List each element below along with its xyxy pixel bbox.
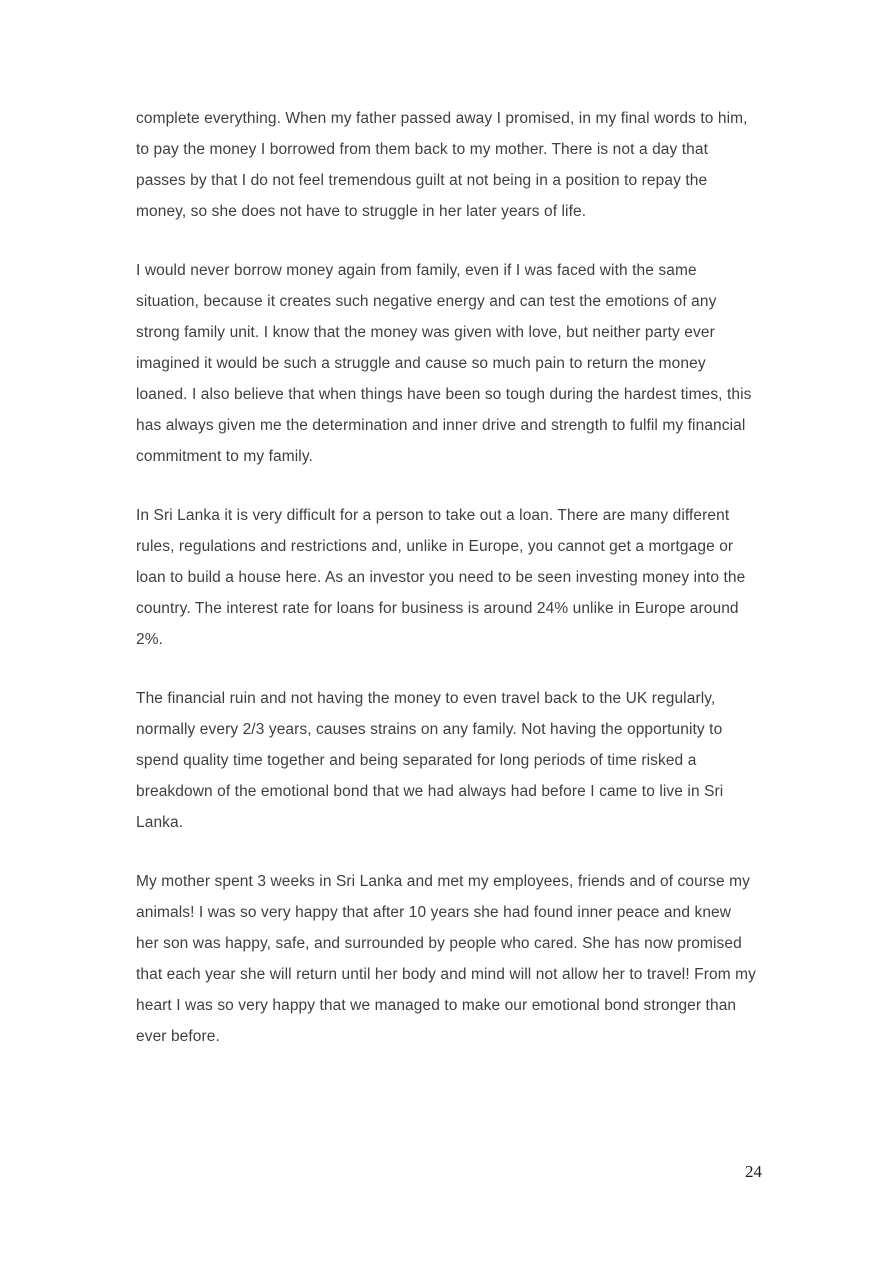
page-body-text [136, 103, 758, 1080]
paragraph: In Sri Lanka it is very difficult for a person to take out a loan. There are many different rules, regulations and restrictions and, unlike in Europe, you cannot get a mortgage or loan to build a house here. As an investor you need to be seen investing money into the country. The interest rate for loans for business is around 24% unlike in Europe around 2%. [136, 507, 746, 648]
paragraph: complete everything. When my father passed away I promised, in my final words to him, to pay the money I borrowed from them back to my mother. There is not a day that passes by that I do not feel tremendous guilt at not being in a position to repay the money, so she does not have to struggle in her later years of life. [136, 110, 748, 220]
paragraph: The financial ruin and not having the money to even travel back to the UK regularly, normally every 2/3 years, causes strains on any family. Not having the opportunity to spend quality time together and being separated for long periods of time risked a breakdown of the emotional bond that we had always had before I came to live in Sri Lanka. [136, 690, 724, 831]
page-number: 24 [745, 1162, 762, 1181]
paragraph: I would never borrow money again from family, even if I was faced with the same situation, because it creates such negative energy and can test the emotions of any strong family unit. I know that the money was given with love, but neither party ever imagined it would be such a struggle and cause so much pain to return the money loaned. I also believe that when things have been so tough during the hardest times, this has always given me the determination and inner drive and strength to fulfil my financial commitment to my family. [136, 262, 752, 465]
paragraph: My mother spent 3 weeks in Sri Lanka and met my employees, friends and of course my animals! I was so very happy that after 10 years she had found inner peace and knew her son was happy, safe, and surrounded by people who cared. She has now promised that each year she will return until her body and mind will not allow her to travel! From my heart I was so very happy that we managed to make our emotional bond stronger than ever before. [136, 873, 756, 1045]
